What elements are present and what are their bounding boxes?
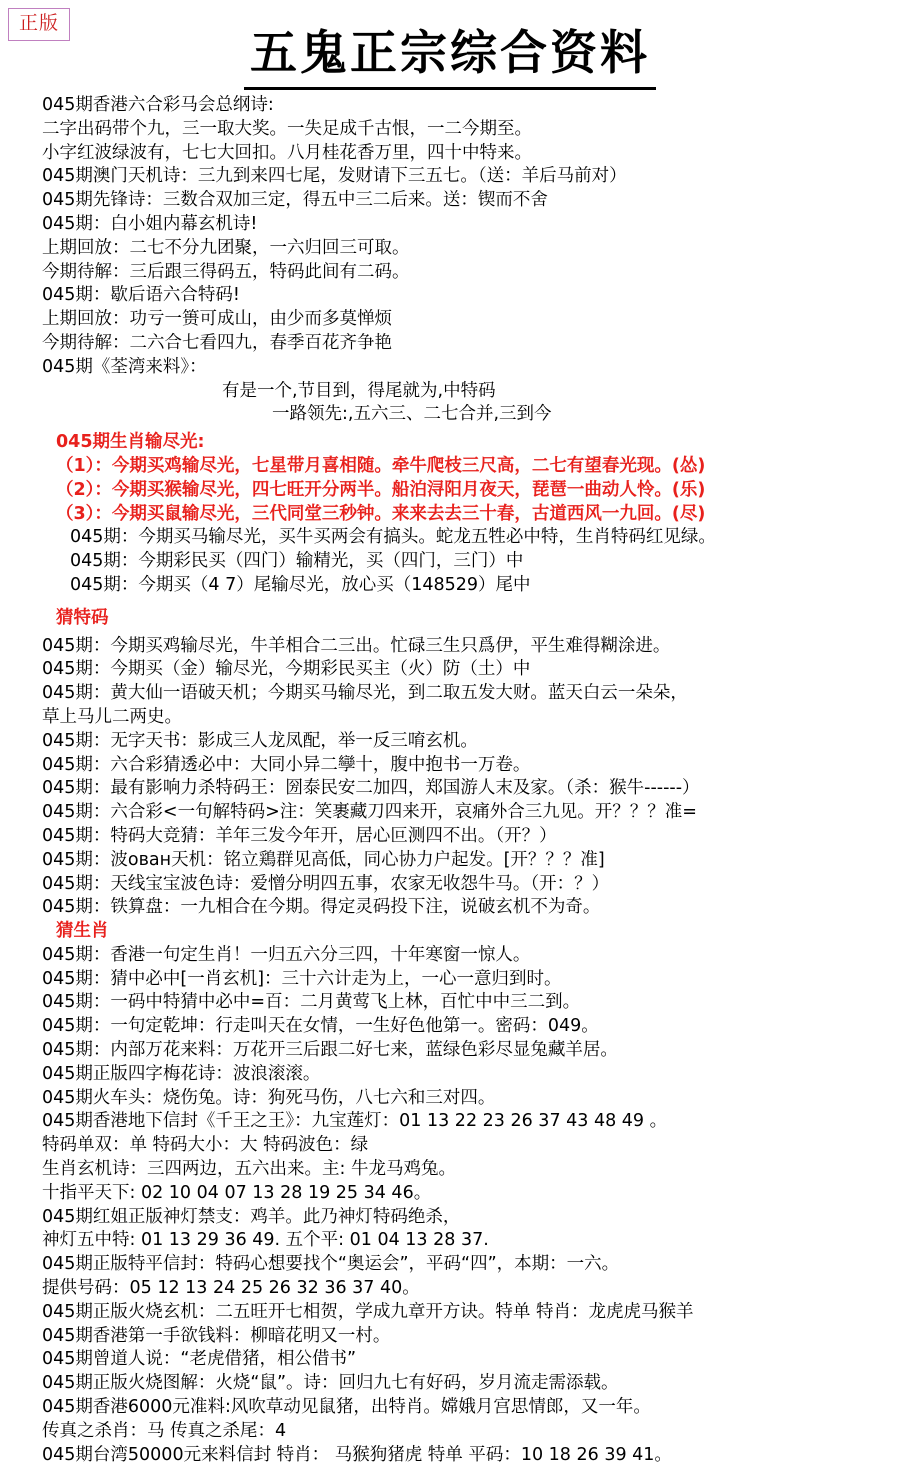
caitema-line: 045期：特码大竞猜：羊年三发今年开，居心叵测四不出。（开？）: [42, 825, 557, 846]
caishengxiao-line: 045期香港地下信封《千王之王》：九宝莲灯：01 13 22 23 26 37 43 48 49 。: [42, 1111, 668, 1132]
caitema-line: 045期：无字天书：影成三人龙凤配，举一反三唷玄机。: [42, 730, 478, 751]
caishengxiao-line: 045期香港6000元准料:风吹草动见鼠猪，出特肖。嫦娥月宫思情郎，又一年。: [42, 1397, 651, 1418]
caishengxiao-line: 045期正版火烧玄机：二五旺开七相贺，学成九章开方诀。特单 特肖：龙虎虎马猴羊: [42, 1301, 694, 1322]
caitema-line: 草上马儿二两史。: [42, 706, 182, 727]
caitema-line: 045期：今期买（金）输尽光，今期彩民买主（火）防（土）中: [42, 659, 531, 680]
caishengxiao-line: 特码单双：单 特码大小：大 特码波色：绿: [42, 1135, 369, 1156]
caishengxiao-line: 传真之杀肖：马 传真之杀尾：4: [42, 1420, 287, 1441]
section-heading-caishengxiao: 猜生肖: [56, 921, 109, 942]
text-line: 上期回放：功亏一篑可成山，由少而多莫惮烦: [42, 309, 392, 330]
caishengxiao-line: 045期：一码中特猜中必中=百：二月黄莺飞上林，百忙中中三二到。: [42, 992, 581, 1013]
text-line: 045期先锋诗：三数合双加三定，得五中三二后来。送：锲而不舍: [42, 190, 548, 211]
caishengxiao-line: 045期台湾50000元来料信封 特肖： 马猴狗猪虎 特单 平码：10 18 26 39 41。: [42, 1444, 672, 1465]
shengxiao-line: （2）：今期买猴输尽光，四七旺开分两半。船泊浔阳月夜天，琵琶一曲动人怜。(乐): [56, 479, 706, 500]
edition-badge: 正版: [8, 8, 70, 41]
caitema-line: 045期：铁算盘：一九相合在今期。得定灵码投下注，说破玄机不为奇。: [42, 897, 601, 918]
caitema-line: 045期：六合彩猜透必中：大同小异二孿十，腹中抱书一万卷。: [42, 754, 531, 775]
text-line: 045期香港六合彩马会总纲诗:: [42, 95, 274, 115]
shengxiao-line: （1）：今期买鸡输尽光，七星带月喜相随。牵牛爬枝三尺高，二七有望春光现。(怂): [56, 455, 706, 476]
caishengxiao-line: 045期火车头：烧伤兔。诗：狗死马伤，八七六和三对四。: [42, 1087, 496, 1108]
text-line: 今期待解：三后跟三得码五，特码此间有二码。: [42, 261, 410, 282]
caishengxiao-line: 045期正版特平信封：特码心想要找个“奥运会”，平码“四”，本期：一六。: [42, 1254, 620, 1275]
quanwan-line-1: 有是一个,节目到，得尾就为,中特码: [222, 380, 496, 401]
caishengxiao-line: 045期：猜中必中[一肖玄机]：三十六计走为上，一心一意归到时。: [42, 968, 562, 989]
caishengxiao-line: 045期正版火烧图解：火烧“鼠”。诗：回归九七有好码，岁月流走需添载。: [42, 1373, 619, 1394]
text-line: 二字出码带个九，三一取大奖。一失足成千古恨，一二今期至。: [42, 118, 532, 139]
text-line: 045期：歇后语六合特码!: [42, 285, 240, 306]
section-heading-shengxiao: 045期生肖输尽光:: [56, 432, 205, 453]
caishengxiao-line: 045期：香港一句定生肖！一归五六分三四，十年寒窗一惊人。: [42, 944, 531, 965]
caishengxiao-line: 045期曾道人说：“老虎借猪，相公借书”: [42, 1349, 357, 1370]
caishengxiao-line: 提供号码：05 12 13 24 25 26 32 36 37 40。: [42, 1278, 420, 1299]
caishengxiao-line: 045期：一句定乾坤：行走叫天在女情，一生好色他第一。密码：049。: [42, 1016, 599, 1037]
caitema-line: 045期：黄大仙一语破天机；今期买马输尽光，到二取五发大财。蓝天白云一朵朵，: [42, 683, 688, 704]
caishengxiao-line: 045期红姐正版神灯禁支：鸡羊。此乃神灯特码绝杀，: [42, 1206, 461, 1227]
shengxiao-sub-line: 045期：今期买马输尽光，买牛买两会有搞头。蛇龙五牲必中特，生肖特码红见绿。: [70, 527, 716, 548]
caishengxiao-line: 神灯五中特: 01 13 29 36 49. 五个平: 01 04 13 28 37.: [42, 1230, 489, 1251]
quanwan-lead: 045期《荃湾来料》：: [42, 356, 207, 377]
caishengxiao-line: 十指平天下: 02 10 04 07 13 28 19 25 34 46。: [42, 1182, 432, 1203]
quanwan-line-2: 一路领先:,五六三、二七合并,三到今: [272, 404, 552, 425]
caitema-line: 045期：今期买鸡输尽光，牛羊相合二三出。忙碌三生只爲伊，平生难得糊涂进。: [42, 635, 671, 656]
caitema-line: 045期：天线宝宝波色诗：爱憎分明四五事，农家无收怨牛马。（开：？）: [42, 873, 610, 894]
caitema-line: 045期：最有影响力杀特码王：圀泰民安二加四，郑国游人末及家。（杀：猴牛------）: [42, 778, 700, 799]
section-heading-caitema: 猜特码: [56, 607, 109, 628]
text-line: 上期回放：二七不分九团聚，一六归回三可取。: [42, 237, 410, 258]
page-title: 五鬼正宗综合资料: [244, 0, 656, 90]
caishengxiao-line: 045期香港第一手欲钱料：柳暗花明又一村。: [42, 1325, 391, 1346]
text-line: 045期澳门天机诗：三九到来四七尾，发财请下三五七。（送：羊后马前对）: [42, 166, 627, 187]
shengxiao-sub-line: 045期：今期彩民买（四门）输精光，买（四门，三门）中: [70, 551, 524, 572]
text-line: 045期：白小姐内幕玄机诗!: [42, 213, 258, 234]
caishengxiao-line: 045期：内部万花来料：万花开三后跟二好七来，蓝绿色彩尽显兔藏羊居。: [42, 1040, 618, 1061]
shengxiao-sub-line: 045期：今期买（4 7）尾输尽光，放心买（148529）尾中: [70, 574, 531, 595]
text-line: 今期待解：二六合七看四九，春季百花齐争艳: [42, 332, 392, 353]
caishengxiao-line: 生肖玄机诗：三四两边，五六出来。主: 牛龙马鸡兔。: [42, 1159, 456, 1180]
page-title-wrap: [0, 0, 900, 94]
caitema-line: 045期：六合彩<一句解特码>注：笑裹藏刀四来开，哀痛外合三九见。开？？？准=: [42, 802, 697, 823]
text-line: 小字红波绿波有，七七大回扣。八月桂花香万里，四十中特来。: [42, 142, 532, 163]
caishengxiao-line: 045期正版四字梅花诗：波浪滚滚。: [42, 1063, 321, 1084]
document-body: [0, 94, 900, 1467]
shengxiao-line: （3）：今期买鼠输尽光，三代同堂三秒钟。来来去去三十春，古道西风一九回。(尽): [56, 503, 706, 524]
caitema-line: 045期：波ован天机：铭立鶏群见高低，同心协力户起发。[开？？？准]: [42, 849, 605, 870]
